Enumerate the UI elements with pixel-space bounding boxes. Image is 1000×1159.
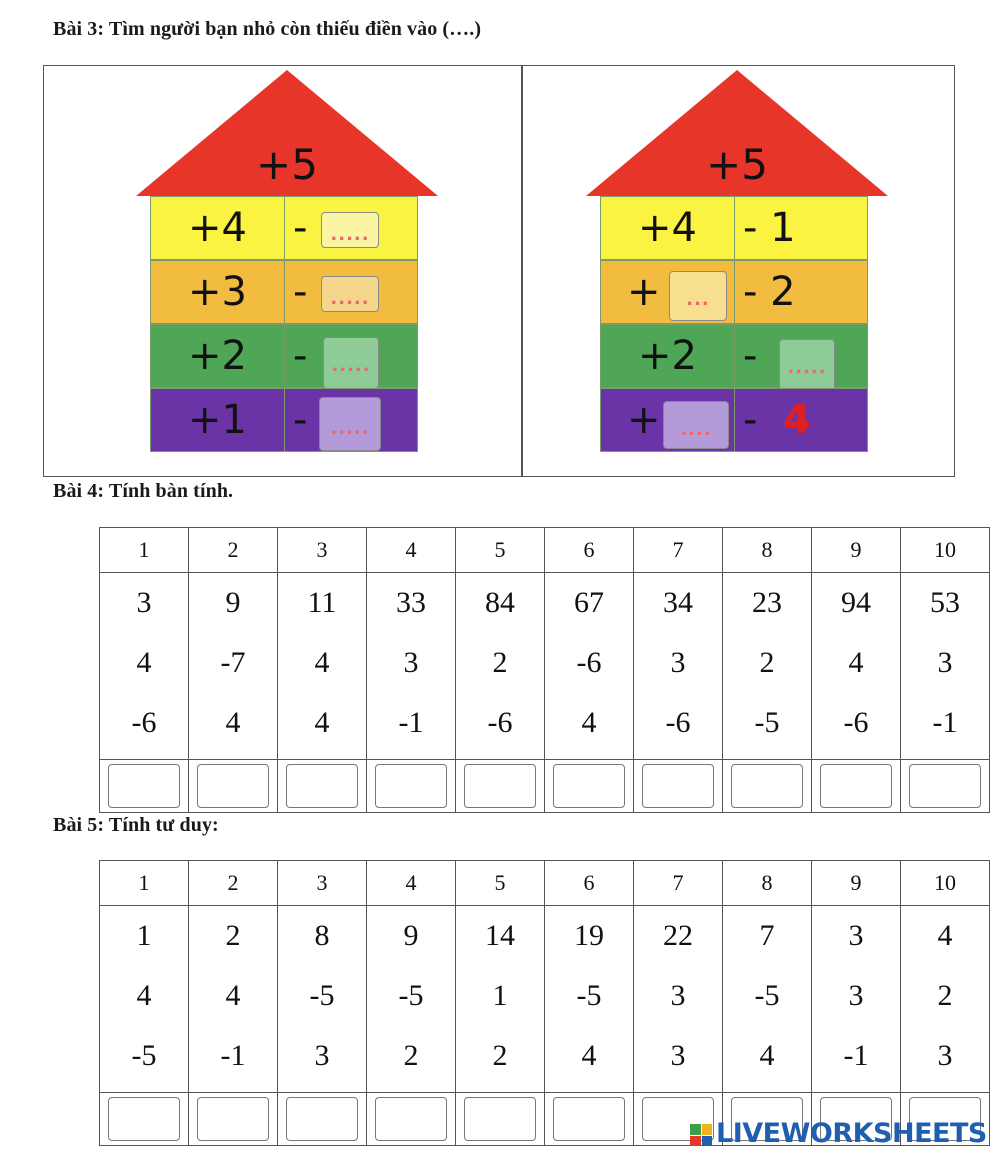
answer-input[interactable]: ..... [779,339,835,391]
exercise-5-table [99,860,990,1146]
floor-left-value: +3 [151,261,285,323]
number-column [723,573,812,760]
answer-input[interactable] [286,764,358,808]
number-column [100,573,189,760]
floor-right-value: 4 [783,397,811,443]
operand: 22 [663,919,693,952]
operand: 2 [492,1039,508,1072]
liveworksheets-logo-icon [690,1124,712,1146]
answer-cell [189,1093,278,1146]
column-header: 2 [189,528,278,573]
operand: 4 [314,646,330,679]
operand: 4 [848,646,864,679]
operand: 4 [136,979,152,1012]
answer-input[interactable]: ..... [323,337,379,389]
exercise-3-panel [43,65,955,477]
floor-right-cell [285,389,419,451]
answer-input[interactable] [553,764,625,808]
operand: -1 [932,706,958,739]
operand: -6 [665,706,691,739]
operand: 3 [670,979,686,1012]
house-floor-4 [150,388,418,452]
column-header: 9 [812,528,901,573]
answer-input[interactable] [464,764,536,808]
column-header: 6 [545,861,634,906]
number-column [456,906,545,1093]
operand: 3 [314,1039,330,1072]
number-column [100,906,189,1093]
operand: 4 [136,646,152,679]
floor-right-cell [735,261,869,323]
operand: -7 [220,646,246,679]
answer-input[interactable] [642,764,714,808]
house-floor-3 [600,324,868,388]
answer-cell [367,1093,456,1146]
operand: 3 [848,979,864,1012]
house-floor-3 [150,324,418,388]
answer-input[interactable]: ... [669,271,727,321]
house-floor-4 [600,388,868,452]
number-column [189,573,278,760]
floor-right-cell [735,197,869,259]
operand: 3 [937,646,953,679]
answer-input[interactable] [108,764,180,808]
answer-input[interactable] [553,1097,625,1141]
plus-sign: + [627,397,661,443]
exercise-4-heading: Bài 4: Tính bàn tính. [53,480,234,502]
number-column [634,573,723,760]
floor-right-cell [285,197,419,259]
floor-right-cell [285,325,419,387]
column-header: 1 [100,861,189,906]
operand: -1 [220,1039,246,1072]
answer-input[interactable] [909,764,981,808]
house-floor-1 [600,196,868,260]
answer-cell [456,1093,545,1146]
answer-input[interactable]: ..... [321,276,379,312]
floor-left-value: +4 [601,197,735,259]
answer-cell [545,1093,634,1146]
answer-input[interactable] [820,764,892,808]
operand: 84 [485,586,515,619]
operand: 2 [759,646,775,679]
floor-left-cell [601,261,735,323]
answer-cell [812,760,901,813]
number-column [278,906,367,1093]
panel-divider [521,66,523,476]
floor-left-cell [601,389,735,451]
watermark: LIVEWORKSHEETS [716,1118,987,1149]
floor-right-value: - 1 [743,205,796,251]
exercise-4-table [99,527,990,813]
answer-cell [278,1093,367,1146]
operand: 67 [574,586,604,619]
floor-left-value: +1 [151,389,285,451]
operand: 14 [485,919,515,952]
operand: 1 [492,979,508,1012]
number-column [545,906,634,1093]
answer-input[interactable] [464,1097,536,1141]
column-header: 7 [634,861,723,906]
answer-cell [545,760,634,813]
number-column [367,573,456,760]
operand: 53 [930,586,960,619]
operand: 2 [225,919,241,952]
operand: 4 [759,1039,775,1072]
answer-cell [367,760,456,813]
column-header: 2 [189,861,278,906]
operand: 4 [225,979,241,1012]
operand: 1 [136,919,152,952]
column-header: 6 [545,528,634,573]
number-column [812,906,901,1093]
operand: 4 [314,706,330,739]
answer-cell [456,760,545,813]
operand: -1 [843,1039,869,1072]
column-header: 3 [278,528,367,573]
operand: -6 [487,706,513,739]
number-column [545,573,634,760]
roof-number: +5 [256,140,318,189]
number-column [189,906,278,1093]
roof-number: +5 [706,140,768,189]
operand: 94 [841,586,871,619]
operand: 2 [492,646,508,679]
number-column [723,906,812,1093]
operand: 33 [396,586,426,619]
column-header: 4 [367,528,456,573]
answer-cell [100,1093,189,1146]
floor-right-value: - 2 [743,269,796,315]
plus-sign: + [627,269,661,315]
exercise-5-heading: Bài 5: Tính tư duy: [53,814,219,836]
minus-sign: - [293,397,308,443]
column-header: 10 [901,528,990,573]
operand: 3 [670,1039,686,1072]
number-house-2 [582,68,892,458]
operand: 9 [225,586,241,619]
answer-input[interactable] [197,1097,269,1141]
answer-input[interactable]: ..... [319,397,381,451]
minus-sign: - [293,205,308,251]
operand: -6 [576,646,602,679]
column-header: 5 [456,861,545,906]
column-header: 7 [634,528,723,573]
operand: 2 [403,1039,419,1072]
answer-cell [100,760,189,813]
answer-cell [723,760,812,813]
column-header: 8 [723,861,812,906]
number-column [634,906,723,1093]
operand: 9 [403,919,419,952]
operand: 34 [663,586,693,619]
answer-input[interactable] [731,764,803,808]
answer-input[interactable] [375,764,447,808]
operand: 19 [574,919,604,952]
operand: 7 [759,919,775,952]
house-floor-2 [600,260,868,324]
number-column [456,573,545,760]
answer-cell [189,760,278,813]
operand: -1 [398,706,424,739]
answer-input[interactable] [375,1097,447,1141]
operand: 8 [314,919,330,952]
column-header: 5 [456,528,545,573]
column-header: 10 [901,861,990,906]
column-header: 1 [100,528,189,573]
operand: -5 [398,979,424,1012]
operand: -5 [131,1039,157,1072]
floor-right-cell [735,325,869,387]
operand: 3 [136,586,152,619]
floor-right-cell [735,389,869,451]
operand: 4 [937,919,953,952]
floor-left-value: +2 [151,325,285,387]
number-column [278,573,367,760]
operand: -5 [754,979,780,1012]
minus-sign: - [293,269,308,315]
house-floor-1 [150,196,418,260]
column-header: 9 [812,861,901,906]
minus-sign: - [743,397,758,443]
minus-sign: - [293,333,308,379]
operand: 3 [670,646,686,679]
minus-sign: - [743,333,758,379]
number-column [901,573,990,760]
floor-left-value: +4 [151,197,285,259]
exercise-3-heading: Bài 3: Tìm người bạn nhỏ còn thiếu điền vào (….) [53,18,482,40]
operand: 3 [937,1039,953,1072]
answer-input[interactable] [108,1097,180,1141]
answer-input[interactable]: .... [663,401,729,449]
number-column [901,906,990,1093]
operand: 23 [752,586,782,619]
column-header: 8 [723,528,812,573]
operand: 4 [225,706,241,739]
answer-cell [901,760,990,813]
operand: -5 [309,979,335,1012]
operand: 11 [307,586,337,619]
operand: 3 [848,919,864,952]
operand: 4 [581,1039,597,1072]
number-column [367,906,456,1093]
operand: 4 [581,706,597,739]
operand: 2 [937,979,953,1012]
number-house-1 [132,68,442,458]
column-header: 4 [367,861,456,906]
operand: -5 [576,979,602,1012]
floor-left-value: +2 [601,325,735,387]
house-floor-2 [150,260,418,324]
answer-cell [278,760,367,813]
operand: -6 [131,706,157,739]
column-header: 3 [278,861,367,906]
number-column [812,573,901,760]
answer-input[interactable] [197,764,269,808]
answer-input[interactable]: ..... [321,212,379,248]
answer-cell [634,760,723,813]
floor-right-cell [285,261,419,323]
answer-input[interactable] [286,1097,358,1141]
operand: -6 [843,706,869,739]
operand: -5 [754,706,780,739]
operand: 3 [403,646,419,679]
